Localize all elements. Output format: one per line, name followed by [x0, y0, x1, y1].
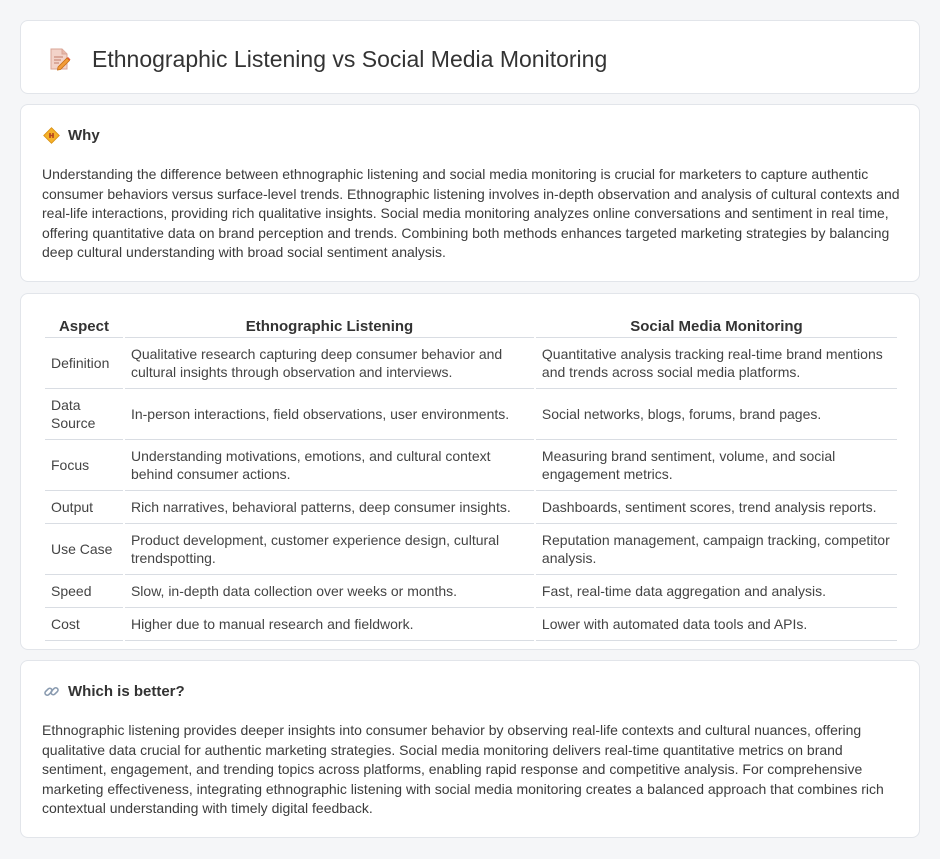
row-aspect: Speed — [45, 575, 123, 608]
header-social-media-monitoring: Social Media Monitoring — [536, 316, 897, 338]
table-row — [45, 524, 897, 575]
table-row — [45, 575, 897, 608]
link-icon — [43, 683, 60, 700]
row-ethnographic: Higher due to manual research and fieldwork. — [125, 608, 534, 641]
title-row — [46, 45, 607, 73]
table-row — [45, 338, 897, 389]
better-text: Ethnographic listening provides deeper insights into consumer behavior by observing real-life contexts and cultural nuances, offering qualitative data crucial for authentic marketing strategies. Social media monitoring delivers real-time quantitative metrics on brand sentiment, engagement, and trending topics across platforms, enabling rapid response and competitive analysis. For comprehensive marketing effectiveness, integrating ethnographic listening with social media monitoring creates a balanced approach that combines rich contextual understanding with timely digital feedback. — [42, 722, 884, 816]
row-aspect: Data Source — [45, 389, 123, 440]
row-social: Dashboards, sentiment scores, trend analysis reports. — [536, 491, 897, 524]
better-title: Which is better? — [68, 683, 185, 700]
table-row — [45, 491, 897, 524]
better-heading — [43, 683, 185, 700]
table-row — [45, 608, 897, 641]
row-ethnographic: Slow, in-depth data collection over weeks or months. — [125, 575, 534, 608]
row-aspect: Focus — [45, 440, 123, 491]
table-row — [45, 389, 897, 440]
which-is-better-card — [20, 660, 920, 838]
diamond-sign-icon — [43, 127, 60, 144]
why-text: Understanding the difference between ethnographic listening and social media monitoring is crucial for marketers to capture authentic consumer behaviors versus surface-level trends. Ethnographic listening involves in-depth observation and analysis of cultural contexts and real-life interactions, providing rich qualitative insights. Social media monitoring analyzes online conversations and sentiment in real time, offering quantitative data on brand perception and trends. Combining both methods enhances targeted marketing strategies by balancing deep cultural understanding with broad social sentiment analysis. — [42, 166, 900, 260]
row-aspect: Output — [45, 491, 123, 524]
document-edit-icon — [46, 46, 72, 72]
header-aspect: Aspect — [45, 316, 123, 338]
table-row — [45, 440, 897, 491]
header-ethnographic-listening: Ethnographic Listening — [125, 316, 534, 338]
row-ethnographic: Rich narratives, behavioral patterns, deep consumer insights. — [125, 491, 534, 524]
page-title: Ethnographic Listening vs Social Media Monitoring — [92, 46, 608, 72]
row-ethnographic: Qualitative research capturing deep consumer behavior and cultural insights through observation and interviews. — [125, 338, 534, 389]
comparison-card — [20, 293, 920, 650]
table-header-row — [45, 316, 897, 338]
row-ethnographic: Understanding motivations, emotions, and cultural context behind consumer actions. — [125, 440, 534, 491]
row-social: Reputation management, campaign tracking, competitor analysis. — [536, 524, 897, 575]
row-aspect: Cost — [45, 608, 123, 641]
row-ethnographic: In-person interactions, field observations, user environments. — [125, 389, 534, 440]
row-social: Measuring brand sentiment, volume, and social engagement metrics. — [536, 440, 897, 491]
row-social: Social networks, blogs, forums, brand pages. — [536, 389, 897, 440]
why-title: Why — [68, 127, 100, 144]
why-card — [20, 104, 920, 282]
row-ethnographic: Product development, customer experience design, cultural trendspotting. — [125, 524, 534, 575]
header-card — [20, 20, 920, 94]
row-social: Quantitative analysis tracking real-time brand mentions and trends across social media platforms. — [536, 338, 897, 389]
row-aspect: Definition — [45, 338, 123, 389]
why-heading — [43, 127, 100, 144]
row-aspect: Use Case — [45, 524, 123, 575]
comparison-table — [43, 316, 899, 641]
row-social: Fast, real-time data aggregation and analysis. — [536, 575, 897, 608]
row-social: Lower with automated data tools and APIs. — [536, 608, 897, 641]
